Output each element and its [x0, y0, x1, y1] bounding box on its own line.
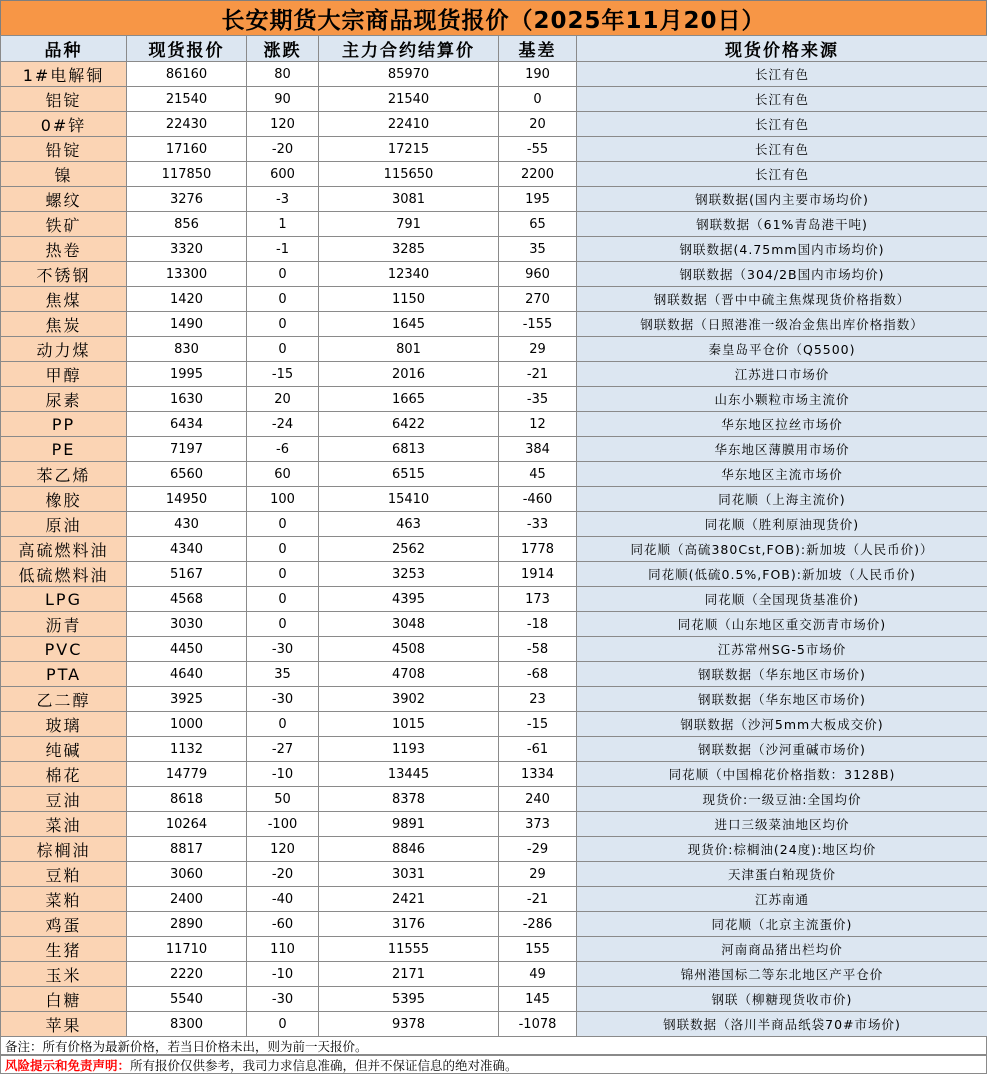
basis-cell: 29 — [499, 862, 577, 887]
table-row — [1, 787, 987, 812]
basis-cell: 195 — [499, 187, 577, 212]
settlement-cell: 8846 — [319, 837, 499, 862]
variety-cell: 不锈钢 — [1, 262, 127, 287]
spot-price-cell: 1995 — [127, 362, 247, 387]
source-cell: 长江有色 — [577, 137, 987, 162]
table-row — [1, 962, 987, 987]
header-spot-price: 现货报价 — [127, 36, 247, 62]
basis-cell: 384 — [499, 437, 577, 462]
basis-cell: 2200 — [499, 162, 577, 187]
source-cell: 现货价:棕榈油(24度):地区均价 — [577, 837, 987, 862]
spot-price-cell: 6560 — [127, 462, 247, 487]
source-cell: 钢联数据（沙河重碱市场价) — [577, 737, 987, 762]
spot-price-cell: 2890 — [127, 912, 247, 937]
variety-cell: 生猪 — [1, 937, 127, 962]
settlement-cell: 3285 — [319, 237, 499, 262]
spot-price-cell: 8618 — [127, 787, 247, 812]
change-cell: -10 — [247, 962, 319, 987]
change-cell: 20 — [247, 387, 319, 412]
change-cell: 120 — [247, 112, 319, 137]
source-cell: 钢联数据（晋中中硫主焦煤现货价格指数） — [577, 287, 987, 312]
change-cell: 80 — [247, 62, 319, 87]
variety-cell: 尿素 — [1, 387, 127, 412]
basis-cell: 173 — [499, 587, 577, 612]
change-cell: 0 — [247, 312, 319, 337]
change-cell: 0 — [247, 612, 319, 637]
change-cell: -3 — [247, 187, 319, 212]
source-cell: 钢联数据（日照港准一级冶金焦出库价格指数） — [577, 312, 987, 337]
table-row — [1, 687, 987, 712]
source-cell: 钢联数据（洛川半商品纸袋70#市场价) — [577, 1012, 987, 1037]
table-row — [1, 662, 987, 687]
header-basis: 基差 — [499, 36, 577, 62]
basis-cell: -1078 — [499, 1012, 577, 1037]
settlement-cell: 11555 — [319, 937, 499, 962]
spot-price-cell: 7197 — [127, 437, 247, 462]
change-cell: 100 — [247, 487, 319, 512]
header-settlement: 主力合约结算价 — [319, 36, 499, 62]
spot-price-cell: 2220 — [127, 962, 247, 987]
change-cell: -30 — [247, 987, 319, 1012]
footnote: 备注：所有价格为最新价格，若当日价格未出，则为前一天报价。 — [0, 1036, 987, 1055]
spot-price-cell: 10264 — [127, 812, 247, 837]
basis-cell: -58 — [499, 637, 577, 662]
basis-cell: 35 — [499, 237, 577, 262]
table-row — [1, 762, 987, 787]
variety-cell: 原油 — [1, 512, 127, 537]
basis-cell: -15 — [499, 712, 577, 737]
change-cell: 0 — [247, 562, 319, 587]
variety-cell: 菜油 — [1, 812, 127, 837]
spot-price-cell: 856 — [127, 212, 247, 237]
basis-cell: -35 — [499, 387, 577, 412]
basis-cell: -55 — [499, 137, 577, 162]
table-row — [1, 712, 987, 737]
basis-cell: -21 — [499, 362, 577, 387]
basis-cell: 145 — [499, 987, 577, 1012]
spot-price-cell: 117850 — [127, 162, 247, 187]
table-row — [1, 637, 987, 662]
settlement-cell: 1193 — [319, 737, 499, 762]
basis-cell: 20 — [499, 112, 577, 137]
variety-cell: 棕榈油 — [1, 837, 127, 862]
change-cell: 0 — [247, 512, 319, 537]
settlement-cell: 9891 — [319, 812, 499, 837]
basis-cell: 23 — [499, 687, 577, 712]
basis-cell: 190 — [499, 62, 577, 87]
disclaimer-label: 风险提示和免责声明： — [5, 1058, 130, 1073]
table-body — [1, 62, 987, 1037]
table-row — [1, 612, 987, 637]
variety-cell: 菜粕 — [1, 887, 127, 912]
spot-price-cell: 5540 — [127, 987, 247, 1012]
settlement-cell: 3176 — [319, 912, 499, 937]
change-cell: 600 — [247, 162, 319, 187]
source-cell: 钢联数据（304/2B国内市场均价) — [577, 262, 987, 287]
basis-cell: -286 — [499, 912, 577, 937]
spot-price-cell: 8300 — [127, 1012, 247, 1037]
basis-cell: -21 — [499, 887, 577, 912]
variety-cell: 螺纹 — [1, 187, 127, 212]
source-cell: 钢联数据（61%青岛港干吨) — [577, 212, 987, 237]
spot-price-cell: 830 — [127, 337, 247, 362]
spot-price-cell: 5167 — [127, 562, 247, 587]
spot-price-cell: 1630 — [127, 387, 247, 412]
source-cell: 天津蛋白粕现货价 — [577, 862, 987, 887]
change-cell: -20 — [247, 862, 319, 887]
spot-price-cell: 17160 — [127, 137, 247, 162]
table-row — [1, 587, 987, 612]
variety-cell: 铅锭 — [1, 137, 127, 162]
settlement-cell: 15410 — [319, 487, 499, 512]
spot-price-cell: 6434 — [127, 412, 247, 437]
source-cell: 江苏常州SG-5市场价 — [577, 637, 987, 662]
table-row — [1, 987, 987, 1012]
basis-cell: 1334 — [499, 762, 577, 787]
spot-price-cell: 4640 — [127, 662, 247, 687]
change-cell: 35 — [247, 662, 319, 687]
settlement-cell: 2562 — [319, 537, 499, 562]
basis-cell: 12 — [499, 412, 577, 437]
sheet-title: 长安期货大宗商品现货报价（2025年11月20日） — [0, 0, 987, 36]
table-row — [1, 512, 987, 537]
spot-price-cell: 1000 — [127, 712, 247, 737]
variety-cell: 铁矿 — [1, 212, 127, 237]
spot-price-cell: 21540 — [127, 87, 247, 112]
change-cell: 0 — [247, 287, 319, 312]
variety-cell: 焦煤 — [1, 287, 127, 312]
source-cell: 同花顺（高硫380Cst,FOB):新加坡（人民币价)） — [577, 537, 987, 562]
source-cell: 钢联数据（华东地区市场价) — [577, 687, 987, 712]
spot-price-cell: 14950 — [127, 487, 247, 512]
table-row — [1, 737, 987, 762]
change-cell: 120 — [247, 837, 319, 862]
spot-price-cell: 86160 — [127, 62, 247, 87]
change-cell: -6 — [247, 437, 319, 462]
variety-cell: 棉花 — [1, 762, 127, 787]
table-row — [1, 887, 987, 912]
source-cell: 同花顺（全国现货基准价) — [577, 587, 987, 612]
table-row — [1, 162, 987, 187]
basis-cell: -460 — [499, 487, 577, 512]
source-cell: 钢联数据(国内主要市场均价) — [577, 187, 987, 212]
settlement-cell: 6422 — [319, 412, 499, 437]
variety-cell: PP — [1, 412, 127, 437]
spot-price-cell: 3276 — [127, 187, 247, 212]
variety-cell: 玻璃 — [1, 712, 127, 737]
basis-cell: 1778 — [499, 537, 577, 562]
table-row — [1, 812, 987, 837]
variety-cell: 苯乙烯 — [1, 462, 127, 487]
source-cell: 同花顺（山东地区重交沥青市场价) — [577, 612, 987, 637]
source-cell: 华东地区薄膜用市场价 — [577, 437, 987, 462]
table-row — [1, 87, 987, 112]
spot-price-cell: 430 — [127, 512, 247, 537]
change-cell: -20 — [247, 137, 319, 162]
variety-cell: 1#电解铜 — [1, 62, 127, 87]
settlement-cell: 4395 — [319, 587, 499, 612]
source-cell: 华东地区拉丝市场价 — [577, 412, 987, 437]
source-cell: 长江有色 — [577, 162, 987, 187]
settlement-cell: 3253 — [319, 562, 499, 587]
basis-cell: 373 — [499, 812, 577, 837]
table-row — [1, 862, 987, 887]
variety-cell: 橡胶 — [1, 487, 127, 512]
source-cell: 长江有色 — [577, 87, 987, 112]
change-cell: 1 — [247, 212, 319, 237]
variety-cell: 低硫燃料油 — [1, 562, 127, 587]
settlement-cell: 801 — [319, 337, 499, 362]
change-cell: 60 — [247, 462, 319, 487]
spot-price-cell: 14779 — [127, 762, 247, 787]
variety-cell: PTA — [1, 662, 127, 687]
table-row — [1, 287, 987, 312]
variety-cell: PVC — [1, 637, 127, 662]
source-cell: 同花顺（胜利原油现货价) — [577, 512, 987, 537]
basis-cell: 29 — [499, 337, 577, 362]
variety-cell: 甲醇 — [1, 362, 127, 387]
basis-cell: 270 — [499, 287, 577, 312]
source-cell: 锦州港国标二等东北地区产平仓价 — [577, 962, 987, 987]
settlement-cell: 6813 — [319, 437, 499, 462]
disclaimer-text: 所有报价仅供参考，我司力求信息准确，但并不保证信息的绝对准确。 — [130, 1058, 518, 1073]
table-row — [1, 437, 987, 462]
basis-cell: 49 — [499, 962, 577, 987]
change-cell: -100 — [247, 812, 319, 837]
settlement-cell: 2016 — [319, 362, 499, 387]
change-cell: 0 — [247, 587, 319, 612]
basis-cell: 65 — [499, 212, 577, 237]
source-cell: 江苏进口市场价 — [577, 362, 987, 387]
source-cell: 同花顺(低硫0.5%,FOB):新加坡（人民币价) — [577, 562, 987, 587]
basis-cell: 960 — [499, 262, 577, 287]
settlement-cell: 2171 — [319, 962, 499, 987]
source-cell: 钢联数据(4.75mm国内市场均价) — [577, 237, 987, 262]
variety-cell: 铝锭 — [1, 87, 127, 112]
settlement-cell: 12340 — [319, 262, 499, 287]
basis-cell: -61 — [499, 737, 577, 762]
table-row — [1, 937, 987, 962]
spot-price-cell: 3925 — [127, 687, 247, 712]
variety-cell: 豆粕 — [1, 862, 127, 887]
variety-cell: 乙二醇 — [1, 687, 127, 712]
settlement-cell: 9378 — [319, 1012, 499, 1037]
change-cell: 50 — [247, 787, 319, 812]
basis-cell: -33 — [499, 512, 577, 537]
table-row — [1, 412, 987, 437]
settlement-cell: 85970 — [319, 62, 499, 87]
settlement-cell: 3048 — [319, 612, 499, 637]
spot-price-cell: 4450 — [127, 637, 247, 662]
variety-cell: 镍 — [1, 162, 127, 187]
table-row — [1, 262, 987, 287]
spot-price-cell: 3320 — [127, 237, 247, 262]
spot-price-cell: 13300 — [127, 262, 247, 287]
basis-cell: 240 — [499, 787, 577, 812]
settlement-cell: 1665 — [319, 387, 499, 412]
variety-cell: 沥青 — [1, 612, 127, 637]
table-row — [1, 387, 987, 412]
settlement-cell: 5395 — [319, 987, 499, 1012]
source-cell: 同花顺（上海主流价) — [577, 487, 987, 512]
variety-cell: 动力煤 — [1, 337, 127, 362]
source-cell: 进口三级菜油地区均价 — [577, 812, 987, 837]
settlement-cell: 791 — [319, 212, 499, 237]
spot-price-cell: 22430 — [127, 112, 247, 137]
change-cell: -30 — [247, 637, 319, 662]
table-row — [1, 337, 987, 362]
spot-price-cell: 8817 — [127, 837, 247, 862]
settlement-cell: 8378 — [319, 787, 499, 812]
change-cell: 0 — [247, 712, 319, 737]
change-cell: 0 — [247, 1012, 319, 1037]
variety-cell: LPG — [1, 587, 127, 612]
settlement-cell: 3081 — [319, 187, 499, 212]
source-cell: 华东地区主流市场价 — [577, 462, 987, 487]
spot-price-cell: 3030 — [127, 612, 247, 637]
basis-cell: 0 — [499, 87, 577, 112]
header-variety: 品种 — [1, 36, 127, 62]
settlement-cell: 115650 — [319, 162, 499, 187]
settlement-cell: 17215 — [319, 137, 499, 162]
change-cell: 0 — [247, 537, 319, 562]
settlement-cell: 1150 — [319, 287, 499, 312]
change-cell: -27 — [247, 737, 319, 762]
variety-cell: 玉米 — [1, 962, 127, 987]
source-cell: 钢联数据（华东地区市场价) — [577, 662, 987, 687]
table-row — [1, 212, 987, 237]
table-row — [1, 112, 987, 137]
spot-price-cell: 1490 — [127, 312, 247, 337]
table-row — [1, 62, 987, 87]
settlement-cell: 4708 — [319, 662, 499, 687]
spot-price-cell: 2400 — [127, 887, 247, 912]
table-row — [1, 562, 987, 587]
variety-cell: 焦炭 — [1, 312, 127, 337]
disclaimer — [0, 1055, 987, 1074]
settlement-cell: 4508 — [319, 637, 499, 662]
settlement-cell: 3031 — [319, 862, 499, 887]
settlement-cell: 1015 — [319, 712, 499, 737]
change-cell: 110 — [247, 937, 319, 962]
basis-cell: -29 — [499, 837, 577, 862]
source-cell: 同花顺（中国棉花价格指数：3128B) — [577, 762, 987, 787]
table-row — [1, 487, 987, 512]
change-cell: -40 — [247, 887, 319, 912]
variety-cell: 白糖 — [1, 987, 127, 1012]
settlement-cell: 3902 — [319, 687, 499, 712]
settlement-cell: 13445 — [319, 762, 499, 787]
change-cell: 0 — [247, 337, 319, 362]
basis-cell: 45 — [499, 462, 577, 487]
spot-price-cell: 4340 — [127, 537, 247, 562]
table-row — [1, 462, 987, 487]
source-cell: 山东小颗粒市场主流价 — [577, 387, 987, 412]
settlement-cell: 22410 — [319, 112, 499, 137]
table-row — [1, 362, 987, 387]
change-cell: -15 — [247, 362, 319, 387]
header-change: 涨跌 — [247, 36, 319, 62]
table-row — [1, 237, 987, 262]
spot-price-cell: 3060 — [127, 862, 247, 887]
source-cell: 同花顺（北京主流蛋价) — [577, 912, 987, 937]
table-row — [1, 912, 987, 937]
basis-cell: -68 — [499, 662, 577, 687]
source-cell: 长江有色 — [577, 112, 987, 137]
basis-cell: -155 — [499, 312, 577, 337]
basis-cell: -18 — [499, 612, 577, 637]
source-cell: 江苏南通 — [577, 887, 987, 912]
variety-cell: 豆油 — [1, 787, 127, 812]
change-cell: -10 — [247, 762, 319, 787]
source-cell: 长江有色 — [577, 62, 987, 87]
spot-price-cell: 1132 — [127, 737, 247, 762]
variety-cell: 0#锌 — [1, 112, 127, 137]
settlement-cell: 1645 — [319, 312, 499, 337]
source-cell: 钢联（柳糖现货收市价) — [577, 987, 987, 1012]
change-cell: -24 — [247, 412, 319, 437]
table-row — [1, 537, 987, 562]
basis-cell: 155 — [499, 937, 577, 962]
table-row — [1, 1012, 987, 1037]
price-table — [0, 35, 987, 1037]
variety-cell: 热卷 — [1, 237, 127, 262]
settlement-cell: 6515 — [319, 462, 499, 487]
spot-price-cell: 4568 — [127, 587, 247, 612]
change-cell: 90 — [247, 87, 319, 112]
change-cell: -30 — [247, 687, 319, 712]
change-cell: -1 — [247, 237, 319, 262]
variety-cell: 苹果 — [1, 1012, 127, 1037]
variety-cell: 纯碱 — [1, 737, 127, 762]
basis-cell: 1914 — [499, 562, 577, 587]
spot-price-cell: 1420 — [127, 287, 247, 312]
settlement-cell: 2421 — [319, 887, 499, 912]
change-cell: -60 — [247, 912, 319, 937]
source-cell: 钢联数据（沙河5mm大板成交价) — [577, 712, 987, 737]
change-cell: 0 — [247, 262, 319, 287]
source-cell: 现货价:一级豆油:全国均价 — [577, 787, 987, 812]
table-row — [1, 187, 987, 212]
source-cell: 秦皇岛平仓价（Q5500) — [577, 337, 987, 362]
settlement-cell: 463 — [319, 512, 499, 537]
settlement-cell: 21540 — [319, 87, 499, 112]
table-row — [1, 837, 987, 862]
header-row — [1, 36, 987, 62]
variety-cell: 鸡蛋 — [1, 912, 127, 937]
variety-cell: 高硫燃料油 — [1, 537, 127, 562]
variety-cell: PE — [1, 437, 127, 462]
header-source: 现货价格来源 — [577, 36, 987, 62]
spot-price-cell: 11710 — [127, 937, 247, 962]
table-row — [1, 312, 987, 337]
source-cell: 河南商品猪出栏均价 — [577, 937, 987, 962]
table-row — [1, 137, 987, 162]
